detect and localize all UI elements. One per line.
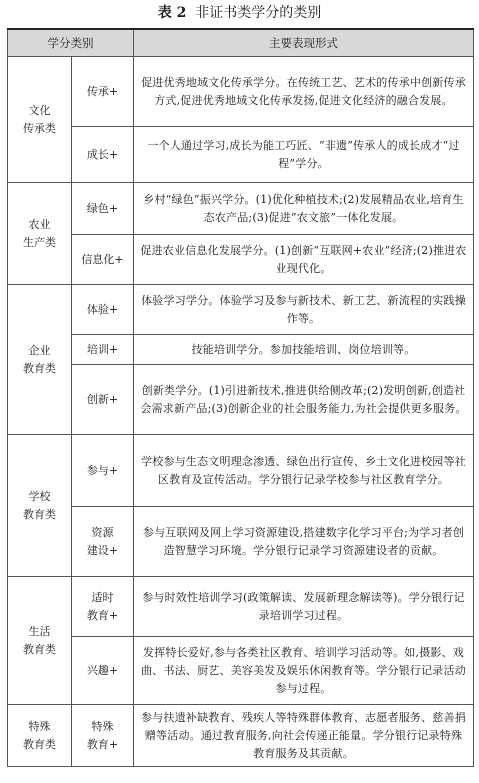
subcategory-cell: 兴趣+ [72,637,134,705]
table-row [8,435,474,507]
subcategory-cell: 资源 建设+ [72,507,134,577]
description-cell: 参与扶遗补缺教育、残疾人等特殊群体教育、志愿者服务、慈善捐赠等活动。通过教育服务,向社会传递正能量。学分银行记录特殊教育服务及其贡献。 [134,705,474,767]
subcategory-cell: 成长+ [72,127,134,183]
description-cell: 参与互联网及网上学习资源建设,搭建数字化学习平台;为学习者创造智慧学习环境。学分银行记录学习资源建设者的贡献。 [134,507,474,577]
table-row [8,183,474,235]
table-row [8,335,474,365]
table-title: 非证书类学分的类别 [195,5,322,21]
category-cell: 生活 教育类 [8,577,72,705]
subcategory-cell: 信息化+ [72,235,134,285]
subcategory-cell: 适时 教育+ [72,577,134,637]
description-cell: 参与时效性培训学习(政策解读、发展新理念解读等)。学分银行记录培训学习过程。 [134,577,474,637]
description-cell: 创新类学分。(1)引进新技术,推进供给侧改革;(2)发明创新,创造社会需求新产品;(3)创新企业的社会服务能力,为社会提供更多服务。 [134,365,474,435]
subcategory-cell: 体验+ [72,285,134,335]
subcategory-cell: 传承+ [72,57,134,127]
table-row [8,57,474,127]
subcategory-cell: 特殊 教育+ [72,705,134,767]
description-cell: 乡村“绿色”振兴学分。(1)优化种植技术;(2)发展精品农业,培育生态农产品;(3)促进“农文旅”一体化发展。 [134,183,474,235]
description-cell: 学校参与生态文明理念渗透、绿色出行宣传、乡土文化进校园等社区教育及宣传活动。学分银行记录学校参与社区教育学分。 [134,435,474,507]
subcategory-cell: 培训+ [72,335,134,365]
table-row [8,285,474,335]
table-number: 表 2 [157,5,187,21]
subcategory-cell: 绿色+ [72,183,134,235]
table-row [8,577,474,637]
category-cell: 企业 教育类 [8,285,72,435]
table-caption [0,2,479,24]
description-cell: 促进农业信息化发展学分。(1)创新“互联网+农业”经济;(2)推进农业现代化。 [134,235,474,285]
subcategory-cell: 创新+ [72,365,134,435]
category-cell: 文化 传承类 [8,57,72,183]
table-row [8,705,474,767]
description-cell: 发挥特长爱好,参与各类社区教育、培训学习活动等。如,摄影、戏曲、书法、厨艺、美容美发及娱乐休闲教育等。学分银行记录活动参与过程。 [134,637,474,705]
table-row [8,127,474,183]
header-row [8,29,474,57]
header-description: 主要表现形式 [134,29,474,57]
table-row [8,507,474,577]
description-cell: 体验学习学分。体验学习及参与新技术、新工艺、新流程的实践操作等。 [134,285,474,335]
description-cell: 促进优秀地域文化传承学分。在传统工艺、艺术的传承中创新传承方式,促进优秀地域文化传承发扬,促进文化经济的融合发展。 [134,57,474,127]
header-category: 学分类别 [8,29,134,57]
description-cell: 一个人通过学习,成长为能工巧匠、“非遗”传承人的成长成才“过程”学分。 [134,127,474,183]
category-cell: 学校 教育类 [8,435,72,577]
table-row [8,365,474,435]
table-row [8,637,474,705]
credit-category-table [7,28,474,767]
subcategory-cell: 参与+ [72,435,134,507]
category-cell: 特殊 教育类 [8,705,72,767]
description-cell: 技能培训学分。参加技能培训、岗位培训等。 [134,335,474,365]
category-cell: 农业 生产类 [8,183,72,285]
table-row [8,235,474,285]
